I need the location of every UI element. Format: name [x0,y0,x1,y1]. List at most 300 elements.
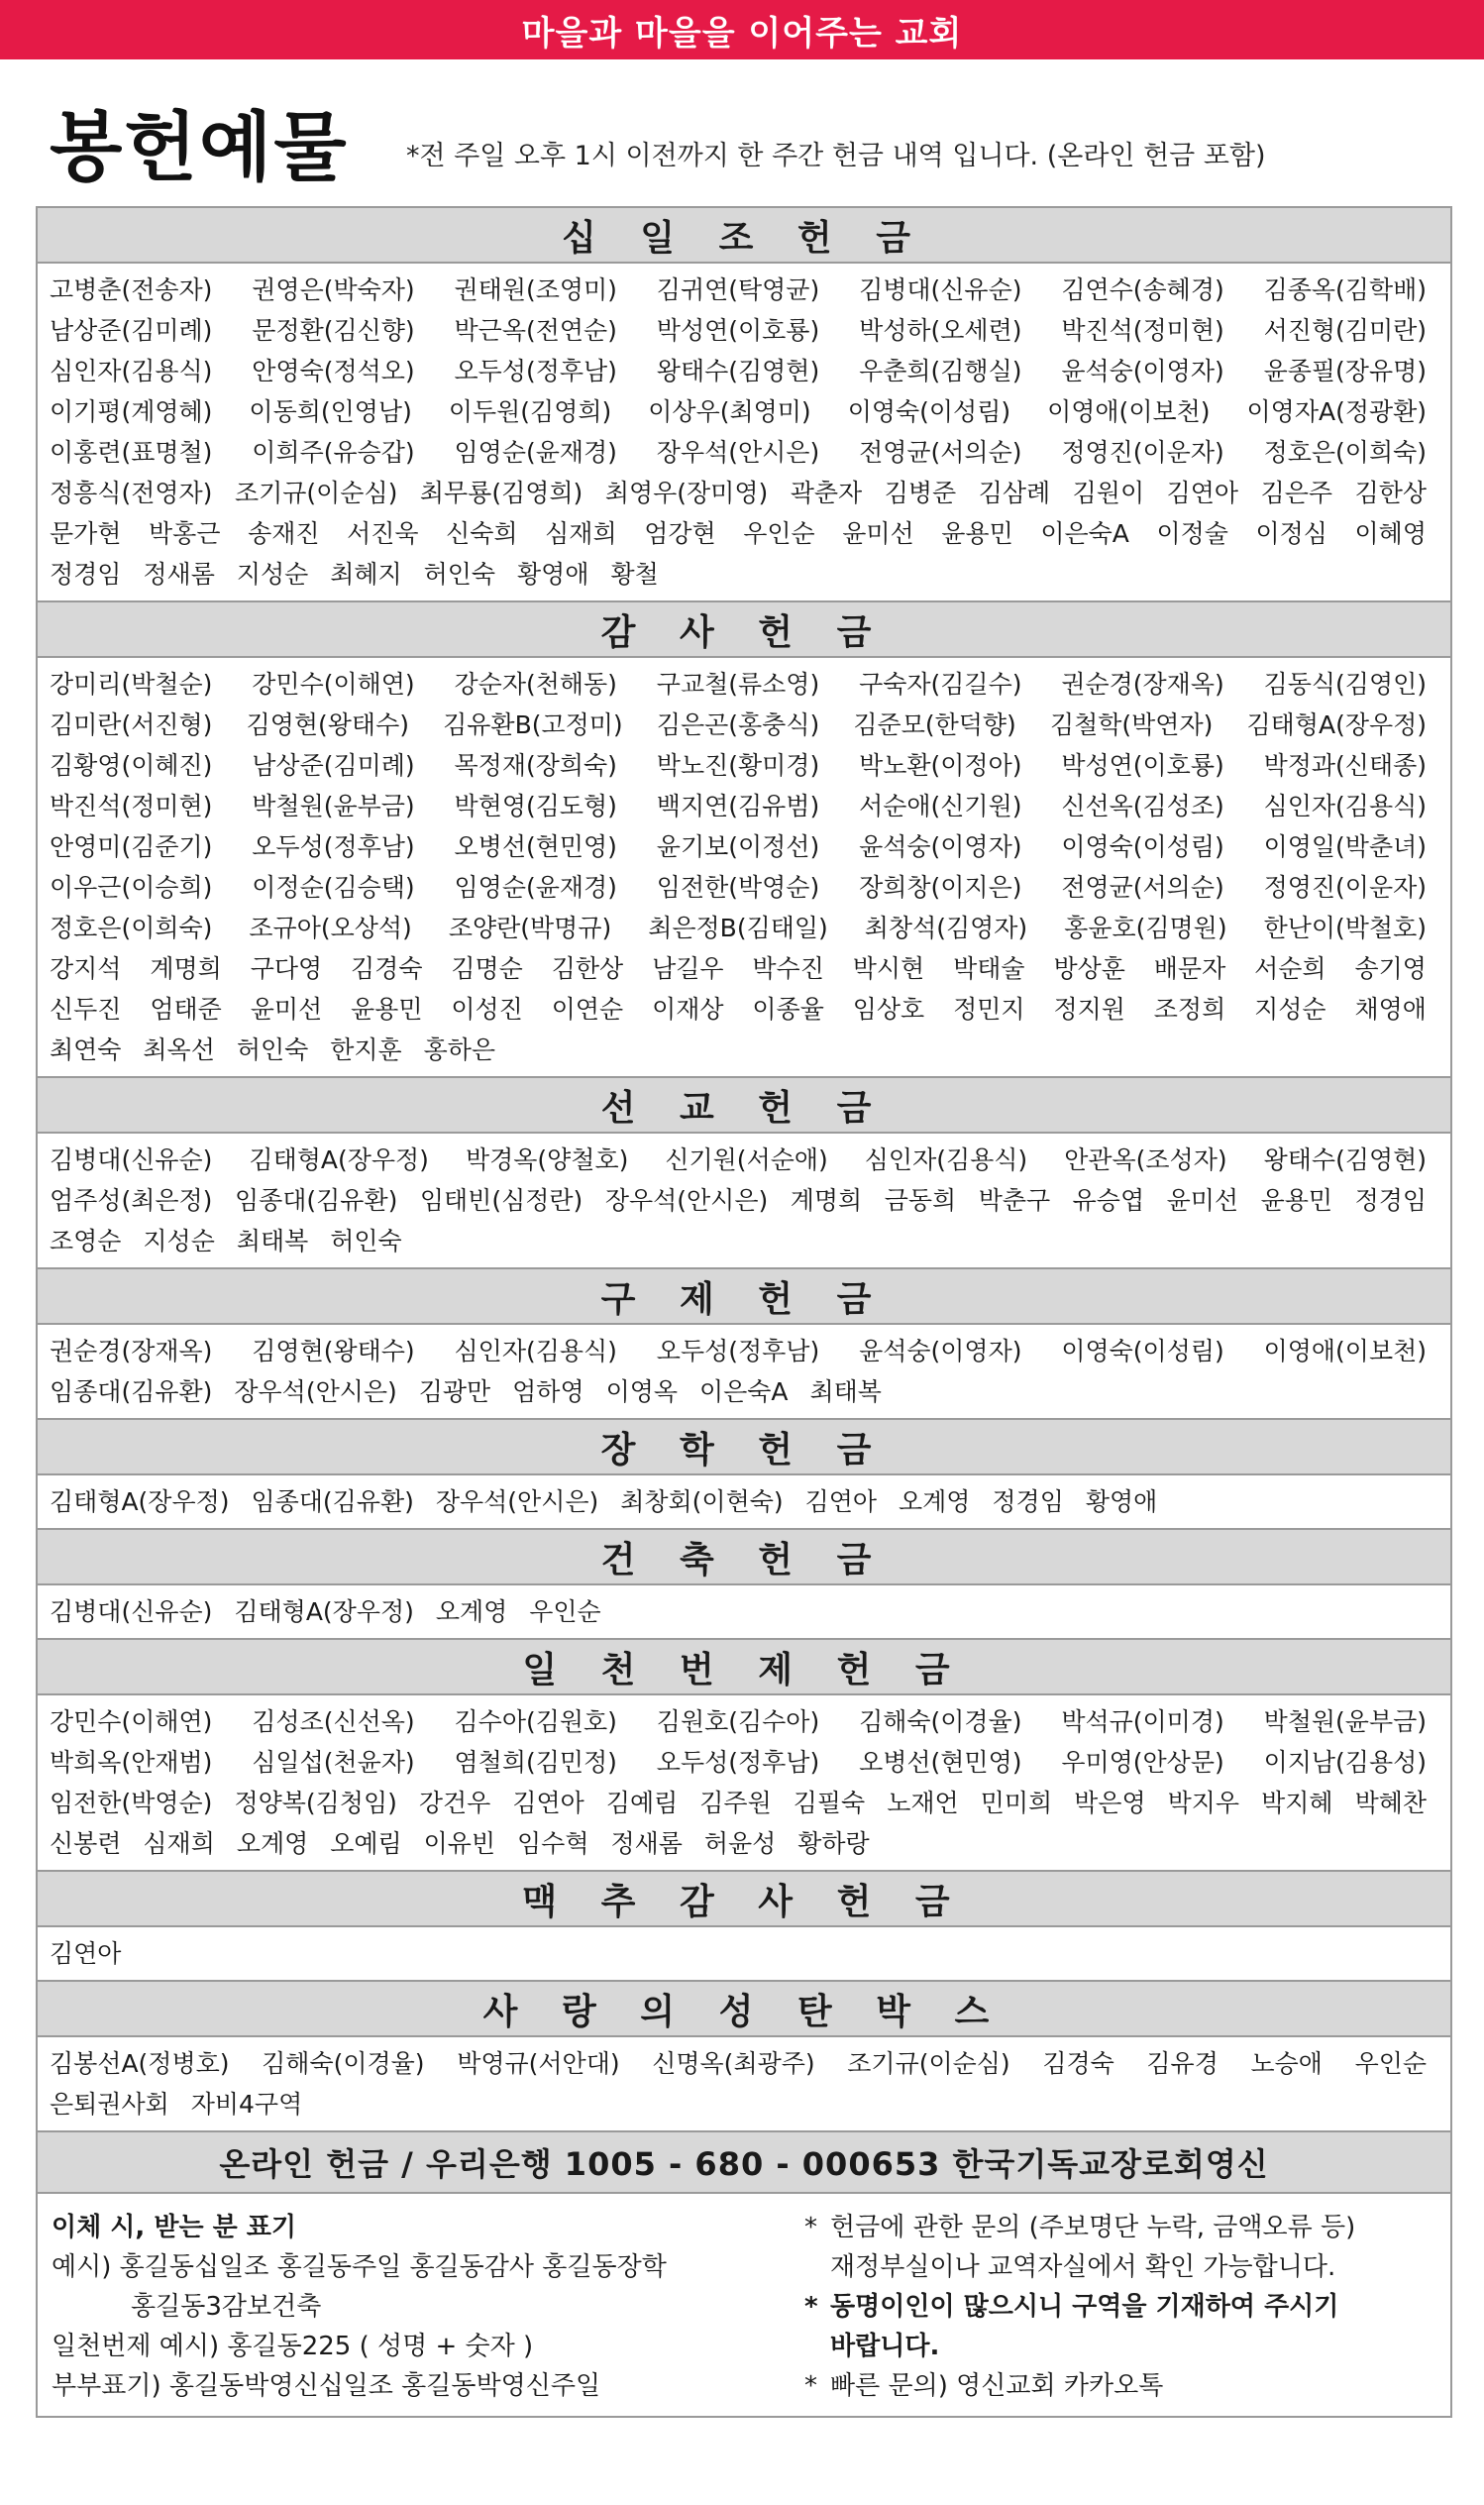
donor-name: 이유빈 [423,1829,496,1858]
section-title: 십 일 조 헌 금 [561,217,926,259]
donor-name: 김주원 [699,1789,772,1817]
donor-name: 김준모(한덕향) [853,710,1016,739]
donor-name: 박수진 [752,954,824,983]
donor-name: 조기규(이순심) [847,2049,1010,2078]
donor-name: 박혜찬 [1354,1789,1428,1817]
donor-name: 한난이(박철호) [1263,914,1427,942]
donor-name: 정경임 [50,560,122,589]
donor-name: 금동희 [884,1186,957,1215]
section-names [38,1325,1450,1420]
donor-name: 이영옥 [605,1377,679,1406]
donor-name: 오계영 [435,1597,508,1626]
donor-name: 박홍근 [149,519,221,548]
donor-name: 우춘희(김행실) [859,357,1022,385]
donor-name: 엄하영 [512,1377,584,1406]
section-names [38,1585,1450,1640]
donor-name: 임전한(박영순) [50,1789,213,1817]
donor-name: 김영현(왕태수) [252,1337,415,1365]
donor-name: 이정순(김승택) [252,873,415,902]
donor-name: 신명옥(최광주) [652,2049,815,2078]
donor-name: 이재상 [652,995,724,1024]
donor-name: 고병춘(전송자) [50,275,213,304]
donor-name: 정양복(김청임) [234,1789,397,1817]
donor-name: 구교철(류소영) [656,670,820,699]
donor-name: 김수아(김원호) [454,1707,617,1736]
donor-name: 목정재(장희숙) [454,751,617,780]
donor-name: 김태형A(장우정) [50,1487,230,1516]
donor-name: 유승엽 [1072,1186,1145,1215]
donor-name: 박영규(서안대) [457,2049,620,2078]
donor-name: 이연순 [551,995,624,1024]
donor-name: 최무룡(김영희) [419,479,583,507]
donor-name: 오병선(현민영) [859,1748,1022,1777]
donor-name: 김원호(김수아) [656,1707,820,1736]
donor-name: 김연아 [512,1789,584,1817]
donor-name: 윤종필(장유명) [1263,357,1428,385]
donor-name: 은퇴권사회 [50,2090,169,2119]
donor-name: 심인자(김용식) [50,357,213,385]
donor-name: 윤용민 [351,995,423,1024]
donor-name: 남길우 [652,954,724,983]
donor-name: 서진욱 [347,519,419,548]
donor-name: 박성하(오세련) [859,316,1022,345]
donor-name: 김영현(왕태수) [246,710,409,739]
donor-name: 허인숙 [423,560,496,589]
donor-name: 장우석(안시은) [656,438,820,467]
section-names [38,2037,1450,2132]
transfer-label: 이체 시, 받는 분 표기 [52,2213,297,2242]
donor-name: 권순경(장재옥) [1061,670,1224,699]
donor-name: 김은곤(홍충식) [656,710,820,739]
donor-name: 이은숙A [1040,519,1129,548]
section-names [38,264,1450,602]
donor-name: 이정술 [1156,519,1228,548]
donor-name: 김예림 [605,1789,679,1817]
donor-name: 민미희 [980,1789,1053,1817]
donor-name: 김유경 [1146,2049,1219,2078]
donor-name: 정영진(이운자) [1263,873,1428,902]
donor-name: 조영순 [50,1227,122,1255]
donor-name: 김미란(서진형) [50,710,213,739]
donor-name: 윤미선 [250,995,323,1024]
donor-name: 황철 [610,560,659,589]
donor-name: 장희창(이지은) [859,873,1022,902]
section-title: 장 학 헌 금 [600,1429,888,1470]
donor-name: 오병선(현민영) [454,832,617,861]
section-heading [38,1269,1450,1325]
donor-name: 박지우 [1167,1789,1240,1817]
top-banner [0,0,1484,59]
donor-name: 노승애 [1250,2049,1323,2078]
thousand-offering-example: 일천번제 예시) 홍길동225 ( 성명 + 숫자 ) [52,2332,534,2361]
donor-name: 송재진 [248,519,320,548]
donor-name: 김명순 [451,954,523,983]
donor-name: 박성연(이호룡) [656,316,820,345]
donor-name: 이기평(계영혜) [50,397,213,426]
donor-name: 윤용민 [941,519,1013,548]
donor-name: 김태형A(장우정) [1246,710,1428,739]
donor-name: 심인자(김용식) [454,1337,617,1365]
offering-list [36,206,1452,2418]
donor-name: 조정희 [1153,995,1226,1024]
donor-name: 우인순 [743,519,815,548]
donor-name: 임영순(윤재경) [454,438,617,467]
donor-name: 윤석숭(이영자) [859,1337,1022,1365]
donor-name: 김해숙(이경율) [859,1707,1022,1736]
donor-name: 남상준(김미례) [50,316,213,345]
section-heading [38,1078,1450,1134]
donor-name: 김해숙(이경율) [262,2049,425,2078]
donor-name: 박경옥(양철호) [465,1145,629,1174]
donor-name: 홍하은 [423,1035,496,1064]
section-title: 사 랑 의 성 탄 박 스 [482,1991,1006,2032]
donor-name: 송기영 [1354,954,1427,983]
donor-name: 홍윤호(김명원) [1064,914,1227,942]
donor-name: 임상호 [852,995,925,1024]
section-heading [38,1530,1450,1585]
donor-name: 조기규(이순심) [234,479,398,507]
donor-name: 정경임 [992,1487,1064,1516]
donor-name: 안관옥(조성자) [1064,1145,1227,1174]
donor-name: 엄주성(최은정) [50,1186,213,1215]
donor-name: 김종옥(김학배) [1263,275,1428,304]
donor-name: 오두성(정후남) [252,832,415,861]
donor-name: 권순경(장재옥) [50,1337,213,1365]
section-heading [38,602,1450,658]
donor-name: 강민수(이해연) [252,670,415,699]
section-heading [38,1640,1450,1695]
donor-name: 안영미(김준기) [50,832,213,861]
page-title: 봉헌예물 [50,103,349,191]
donor-name: 문가현 [50,519,122,548]
donor-name: 우미영(안상문) [1061,1748,1224,1777]
couple-example: 부부표기) 홍길동박영신십일조 홍길동박영신주일 [52,2371,601,2401]
donor-name: 오예림 [330,1829,402,1858]
donor-name: 김태형A(장우정) [234,1597,414,1626]
donor-name: 최혜지 [330,560,402,589]
donor-name: 장우석(안시은) [604,1186,769,1215]
banner-text: 마을과 마을을 이어주는 교회 [521,13,963,54]
donor-name: 김한상 [551,954,624,983]
donor-name: 신기원(서순애) [665,1145,828,1174]
kakao-note-text: 빠른 문의) 영신교회 카카오톡 [830,2371,1164,2401]
inquiry-note-cont [804,2247,1436,2287]
donor-name: 이영일(박춘녀) [1263,832,1428,861]
donor-name: 구다영 [250,954,323,983]
donor-name: 정새롬 [610,1829,683,1858]
donor-name: 박춘구 [978,1186,1051,1215]
donor-name: 이성진 [451,995,523,1024]
donor-name: 이정심 [1255,519,1327,548]
transfer-example-cont: 홍길동3감보건축 [131,2292,322,2322]
donor-name: 이두원(김영희) [448,397,612,426]
donor-name: 강지석 [50,954,122,983]
donor-name: 서순애(신기원) [859,792,1022,820]
donor-name: 한지훈 [330,1035,402,1064]
donor-name: 정경임 [1354,1186,1428,1215]
donor-name: 김한상 [1354,479,1428,507]
donor-name: 오두성(정후남) [454,357,617,385]
section-names [38,1134,1450,1269]
kakao-note [804,2366,1436,2406]
donor-name: 장우석(안시은) [435,1487,599,1516]
donor-name: 이영숙(이성림) [847,397,1011,426]
donor-name: 이홍련(표명철) [50,438,213,467]
donor-name: 김삼례 [978,479,1051,507]
donor-name: 심재희 [143,1829,215,1858]
donor-name: 최창회(이현숙) [620,1487,784,1516]
donor-name: 왕태수(김영현) [1263,1145,1428,1174]
donor-name: 최연숙 [50,1035,122,1064]
donor-name: 김연수(송혜경) [1061,275,1224,304]
donor-name: 김원이 [1072,479,1145,507]
donor-name: 최영우(장미영) [604,479,769,507]
online-offering-heading [38,2132,1450,2194]
donor-name: 박근옥(전연순) [454,316,617,345]
donor-name: 임수혁 [517,1829,589,1858]
donor-name: 계명희 [150,954,222,983]
donor-name: 신봉련 [50,1829,122,1858]
donor-name: 정호은(이희숙) [50,914,213,942]
donor-name: 박노진(황미경) [656,751,820,780]
donor-name: 신선옥(김성조) [1061,792,1224,820]
donor-name: 배문자 [1153,954,1226,983]
donor-name: 지성순 [143,1227,215,1255]
donor-name: 박현영(김도형) [454,792,617,820]
donor-name: 이영자A(정광환) [1246,397,1428,426]
section-heading [38,1872,1450,1927]
donor-name: 박희옥(안재범) [50,1748,213,1777]
donor-name: 정지원 [1053,995,1125,1024]
donor-name: 강건우 [418,1789,491,1817]
section-title: 구 제 헌 금 [600,1278,888,1320]
donor-name: 이은숙A [698,1377,789,1406]
donor-name: 김광만 [418,1377,491,1406]
donor-name: 윤석숭(이영자) [1061,357,1224,385]
donor-name: 최태복 [236,1227,309,1255]
donor-name: 자비4구역 [190,2090,303,2119]
same-name-note [804,2287,1436,2327]
donor-name: 김동식(김영인) [1263,670,1428,699]
donor-name: 이혜영 [1354,519,1427,548]
donor-name: 김봉선A(정병호) [50,2049,230,2078]
donor-name: 권영은(박숙자) [252,275,415,304]
donor-name: 정새롬 [143,560,215,589]
donor-name: 문정환(김신향) [252,316,415,345]
donor-name: 박철원(윤부금) [252,792,415,820]
donor-name: 박성연(이호룡) [1061,751,1224,780]
transfer-example: 예시) 홍길동십일조 홍길동주일 홍길동감사 홍길동장학 [52,2252,667,2282]
donor-name: 이상우(최영미) [648,397,811,426]
donor-name: 박석규(이미경) [1061,1707,1224,1736]
donor-name: 엄태준 [150,995,222,1024]
same-name-note-cont [804,2327,1436,2366]
donor-name: 윤미선 [842,519,914,548]
donor-name: 김병대(신유순) [859,275,1022,304]
section-title: 맥 추 감 사 헌 금 [522,1881,966,1922]
donor-name: 신숙희 [446,519,518,548]
section-names [38,1475,1450,1530]
donor-name: 엄강현 [644,519,716,548]
donor-name: 황하랑 [797,1829,870,1858]
section-title: 일 천 번 제 헌 금 [522,1649,966,1690]
donor-name: 황영애 [1085,1487,1158,1516]
donor-name: 박시현 [852,954,925,983]
donor-name: 허인숙 [330,1227,402,1255]
donor-name: 서진형(김미란) [1263,316,1428,345]
donor-name: 박태술 [953,954,1025,983]
donor-name: 이영숙(이성림) [1061,832,1224,861]
inquiry-note-cont-text: 재정부실이나 교역자실에서 확인 가능합니다. [830,2252,1336,2282]
donor-name: 임종대(김유환) [50,1377,213,1406]
donor-name: 강미리(박철순) [50,670,213,699]
donor-name: 정호은(이희숙) [1263,438,1428,467]
donor-name: 김연아 [804,1487,878,1516]
online-offering-text: 온라인 헌금 / 우리은행 1005 - 680 - 000653 한국기독교장로회영신 [219,2145,1269,2183]
donor-name: 이영애(이보천) [1047,397,1211,426]
donor-name: 남상준(김미례) [252,751,415,780]
donor-name: 염철희(김민정) [454,1748,617,1777]
donor-name: 임태빈(심정란) [419,1186,583,1215]
donor-name: 정민지 [953,995,1025,1024]
donor-name: 심재희 [545,519,617,548]
donor-name: 김연아 [1166,479,1239,507]
donor-name: 박지혜 [1261,1789,1333,1817]
donor-name: 우인순 [529,1597,601,1626]
donor-name: 박노환(이정아) [859,751,1022,780]
donor-name: 전영균(서의순) [859,438,1022,467]
donor-name: 김유환B(고정미) [443,710,623,739]
section-title: 선 교 헌 금 [600,1087,888,1129]
donor-name: 우인순 [1354,2049,1428,2078]
donor-name: 오계영 [899,1487,971,1516]
period-note: *전 주일 오후 1시 이전까지 한 주간 헌금 내역 입니다. (온라인 헌금 포함) [406,141,1266,171]
donor-name: 구숙자(김길수) [859,670,1022,699]
donor-name: 윤미선 [1166,1186,1239,1215]
donor-name: 이우근(이승희) [50,873,213,902]
section-names [38,1927,1450,1982]
donor-name: 조규아(오상석) [249,914,412,942]
transfer-guide [52,2208,804,2406]
donor-name: 장우석(안시은) [234,1377,397,1406]
donor-name: 김연아 [50,1939,122,1968]
donor-name: 황영애 [517,560,589,589]
donor-name: 김병대(신유순) [50,1145,213,1174]
donor-name: 방상훈 [1053,954,1125,983]
donor-name: 이영애(이보천) [1263,1337,1428,1365]
section-title: 감 사 헌 금 [600,611,888,653]
donor-name: 최태복 [809,1377,882,1406]
donor-name: 안영숙(정석오) [252,357,415,385]
donor-name: 김필숙 [793,1789,866,1817]
donor-name: 권태원(조영미) [454,275,617,304]
donor-name: 김귀연(탁영균) [656,275,820,304]
donor-name: 강순자(천해동) [454,670,617,699]
donor-name: 심인자(김용식) [1263,792,1428,820]
donor-name: 정흥식(전영자) [50,479,213,507]
donor-name: 서순희 [1254,954,1326,983]
donor-name: 강민수(이해연) [50,1707,213,1736]
donor-name: 심일섭(천윤자) [252,1748,415,1777]
donor-name: 노재언 [887,1789,959,1817]
donor-name: 박은영 [1074,1789,1146,1817]
inquiry-note [804,2208,1436,2247]
donor-name: 신두진 [50,995,122,1024]
donor-name: 윤용민 [1260,1186,1333,1215]
section-title: 건 축 헌 금 [600,1539,888,1580]
donor-name: 왕태수(김영현) [656,357,820,385]
inquiry-note-text: 헌금에 관한 문의 (주보명단 누락, 금액오류 등) [830,2213,1356,2242]
donor-name: 윤기보(이정선) [656,832,820,861]
donor-name: 이종율 [752,995,824,1024]
donor-name: 김병준 [884,479,957,507]
donor-name: 전영균(서의순) [1061,873,1224,902]
star-mark: * [804,2292,818,2322]
donor-name: 이지남(김용성) [1263,1748,1428,1777]
donor-name: 박철원(윤부금) [1263,1707,1428,1736]
donor-name: 채영애 [1354,995,1427,1024]
same-name-note-cont-text: 바랍니다. [830,2332,940,2361]
donor-name: 계명희 [790,1186,863,1215]
donor-name: 김경숙 [1042,2049,1114,2078]
donor-name: 김태형A(장우정) [249,1145,429,1174]
donor-name: 이희주(유승갑) [252,438,415,467]
donor-name: 윤석숭(이영자) [859,832,1022,861]
donor-name: 김경숙 [351,954,423,983]
section-names [38,658,1450,1078]
donor-name: 이동희(인영남) [249,397,412,426]
donor-name: 이영숙(이성림) [1061,1337,1224,1365]
online-offering-info [38,2194,1450,2418]
donor-name: 김황영(이혜진) [50,751,213,780]
star-mark: * [804,2213,817,2242]
section-names [38,1695,1450,1872]
donor-name: 지성순 [1254,995,1326,1024]
donor-name: 오계영 [236,1829,309,1858]
donor-name: 허인숙 [236,1035,309,1064]
section-heading [38,208,1450,264]
donor-name: 박진석(정미현) [50,792,213,820]
donor-name: 허윤성 [703,1829,777,1858]
donor-name: 임전한(박영순) [656,873,820,902]
donor-name: 김성조(신선옥) [252,1707,415,1736]
donor-name: 오두성(정후남) [656,1337,820,1365]
donor-name: 곽춘자 [790,479,863,507]
inquiry-notes [804,2208,1436,2406]
donor-name: 조양란(박명규) [448,914,612,942]
donor-name: 지성순 [236,560,309,589]
same-name-note-text: 동명이인이 많으시니 구역을 기재하여 주시기 [830,2292,1339,2322]
section-heading [38,1420,1450,1475]
donor-name: 김철학(박연자) [1049,710,1214,739]
donor-name: 박정과(신태종) [1263,751,1428,780]
donor-name: 김은주 [1260,479,1333,507]
donor-name: 백지연(김유범) [656,792,820,820]
donor-name: 김병대(신유순) [50,1597,213,1626]
donor-name: 박진석(정미현) [1061,316,1224,345]
donor-name: 정영진(이운자) [1061,438,1224,467]
donor-name: 최은정B(김태일) [648,914,828,942]
donor-name: 임종대(김유환) [251,1487,414,1516]
section-heading [38,1982,1450,2037]
donor-name: 심인자(김용식) [864,1145,1028,1174]
donor-name: 임영순(윤재경) [454,873,617,902]
donor-name: 최옥선 [143,1035,215,1064]
star-mark: * [804,2371,817,2401]
donor-name: 최창석(김영자) [864,914,1028,942]
donor-name: 임종대(김유환) [234,1186,398,1215]
donor-name: 오두성(정후남) [656,1748,820,1777]
